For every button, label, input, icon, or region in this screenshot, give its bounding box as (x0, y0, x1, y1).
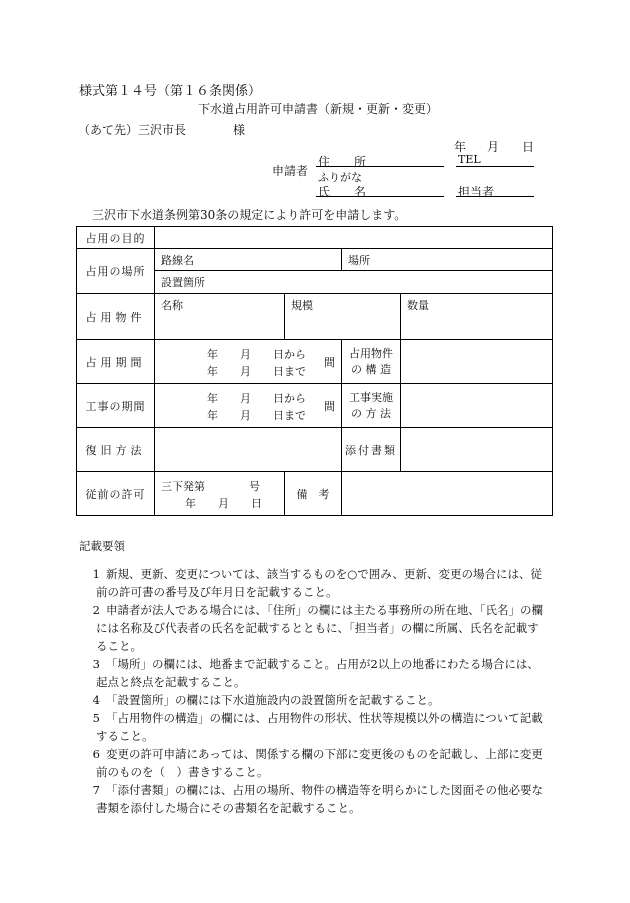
structure-label-line2: の 構 造 (351, 362, 391, 376)
addressee: （あて先）三沢市長 (78, 123, 187, 137)
contact-field[interactable] (456, 196, 534, 197)
instruction-number: 3 (92, 657, 100, 671)
restore-label: 復旧方法 (77, 428, 155, 472)
instruction-text-continued: 書類を添付した場合にその書類名を記載すること。 (96, 801, 361, 815)
structure-field[interactable] (401, 340, 553, 384)
date-year-label: 年 (454, 140, 467, 154)
object-quantity-label: 数量 (407, 299, 429, 312)
occupy-period-field[interactable] (155, 340, 342, 384)
previous-permit-field[interactable] (155, 472, 285, 516)
work-period-field[interactable] (155, 384, 342, 428)
object-name-label: 名称 (161, 299, 183, 312)
work-period-from: 年 月 日から (207, 392, 306, 405)
form-title: 下水道占用許可申請書（新規・更新・変更） (198, 102, 439, 116)
occupy-period-to: 年 月 日まで (207, 365, 306, 378)
instructions-list (80, 565, 550, 817)
work-period-label: 工事の期間 (77, 384, 155, 428)
instruction-item (80, 655, 550, 691)
instruction-text: 「場所」の欄には、地番まで記載すること。占用が2以上の地番にわたる場合には、 (106, 657, 539, 671)
work-method-label-line1: 工事実施 (349, 390, 393, 404)
tel-field[interactable] (456, 166, 534, 167)
instruction-item (80, 709, 550, 745)
previous-permit-number: 三下発第 号 (161, 480, 260, 493)
address-field[interactable] (316, 166, 444, 167)
instruction-text-continued: 前の許可書の番号及び年月日を記載すること。 (96, 585, 338, 599)
object-name-field[interactable] (155, 294, 285, 340)
attach-label: 添付書類 (342, 428, 401, 472)
purpose-label: 占用の目的 (77, 227, 155, 249)
name-field[interactable] (316, 196, 444, 197)
applicant-label: 申請者 (272, 164, 309, 178)
instruction-item (80, 601, 550, 655)
instruction-text-continued: ること。 (96, 639, 142, 653)
previous-permit-date: 年 月 日 (185, 497, 262, 510)
work-method-field[interactable] (401, 384, 553, 428)
instruction-text-continued: 起点と終点を記載すること。 (96, 675, 246, 689)
instruction-text: 「占用物件の構造」の欄には、占用物件の形状、性状等規模以外の構造について記載 (106, 711, 543, 725)
object-scale-field[interactable] (285, 294, 401, 340)
instructions (80, 537, 550, 817)
application-table (76, 226, 553, 516)
instruction-number: 1 (92, 567, 100, 581)
purpose-field[interactable] (155, 227, 553, 249)
instruction-number: 7 (92, 783, 100, 797)
place-label: 場所 (348, 254, 370, 267)
remarks-label: 備 考 (285, 472, 342, 516)
instruction-text: 「設置箇所」の欄には下水道施設内の設置箇所を記載すること。 (106, 693, 440, 707)
object-scale-label: 規模 (291, 299, 313, 312)
instruction-number: 5 (92, 711, 100, 725)
work-period-to: 年 月 日まで (207, 409, 306, 422)
address-label: 住 所 (318, 155, 367, 169)
install-place-label: 設置箇所 (161, 276, 205, 289)
furigana-label: ふりがな (318, 171, 362, 184)
objects-label: 占用物件 (77, 294, 155, 340)
restore-field[interactable] (155, 428, 342, 472)
instruction-item (80, 565, 550, 601)
instruction-item (80, 745, 550, 781)
structure-label (342, 340, 401, 384)
install-place-field[interactable] (155, 271, 553, 294)
form-number: 様式第１４号（第１６条関係） (79, 84, 262, 99)
instruction-text-continued: には名称及び代表者の氏名を記載するとともに、「担当者」の欄に所属、氏名を記載す (96, 621, 539, 635)
instruction-text: 変更の許可申請にあっては、関係する欄の下部に変更後のものを記載し、上部に変更 (106, 747, 543, 761)
instruction-number: 2 (92, 603, 100, 617)
structure-label-line1: 占用物件 (349, 346, 393, 360)
remarks-field[interactable] (342, 472, 553, 516)
honorific: 様 (233, 123, 246, 137)
date-day-label: 日 (522, 140, 535, 154)
tel-label: TEL (458, 153, 481, 166)
instructions-heading: 記載要領 (79, 539, 125, 553)
instruction-text-continued: 前のものを（ ）書きすること。 (96, 765, 269, 779)
occupy-period-from: 年 月 日から (207, 348, 306, 361)
instruction-item (80, 781, 550, 817)
name-label: 氏 名 (318, 185, 367, 199)
place-field[interactable] (342, 249, 553, 271)
work-period-kan: 間 (324, 400, 335, 413)
instruction-number: 6 (92, 747, 100, 761)
work-method-label (342, 384, 401, 428)
occupy-period-label: 占用期間 (77, 340, 155, 384)
statement: 三沢市下水道条例第30条の規定により許可を申請します。 (92, 208, 407, 222)
previous-permit-label: 従前の許可 (77, 472, 155, 516)
instruction-item (80, 691, 550, 709)
attach-field[interactable] (401, 428, 553, 472)
work-method-label-line2: の 方 法 (351, 406, 391, 420)
contact-label: 担当者 (458, 185, 495, 199)
instruction-text: 申請者が法人である場合には、「住所」の欄には主たる事務所の所在地、「氏名」の欄 (106, 603, 543, 617)
date-month-label: 月 (487, 140, 500, 154)
instruction-text: 新規、更新、変更については、該当するものを○で囲み、更新、変更の場合には、従 (106, 567, 542, 581)
instruction-number: 4 (92, 693, 100, 707)
location-label: 占用の場所 (77, 249, 155, 294)
occupy-period-kan: 間 (324, 356, 335, 369)
route-name-field[interactable] (155, 249, 342, 271)
object-quantity-field[interactable] (401, 294, 553, 340)
instruction-text-continued: すること。 (96, 729, 154, 743)
instruction-text: 「添付書類」の欄には、占用の場所、物件の構造等を明らかにした図面その他必要な (106, 783, 543, 797)
route-name-label: 路線名 (161, 254, 194, 267)
